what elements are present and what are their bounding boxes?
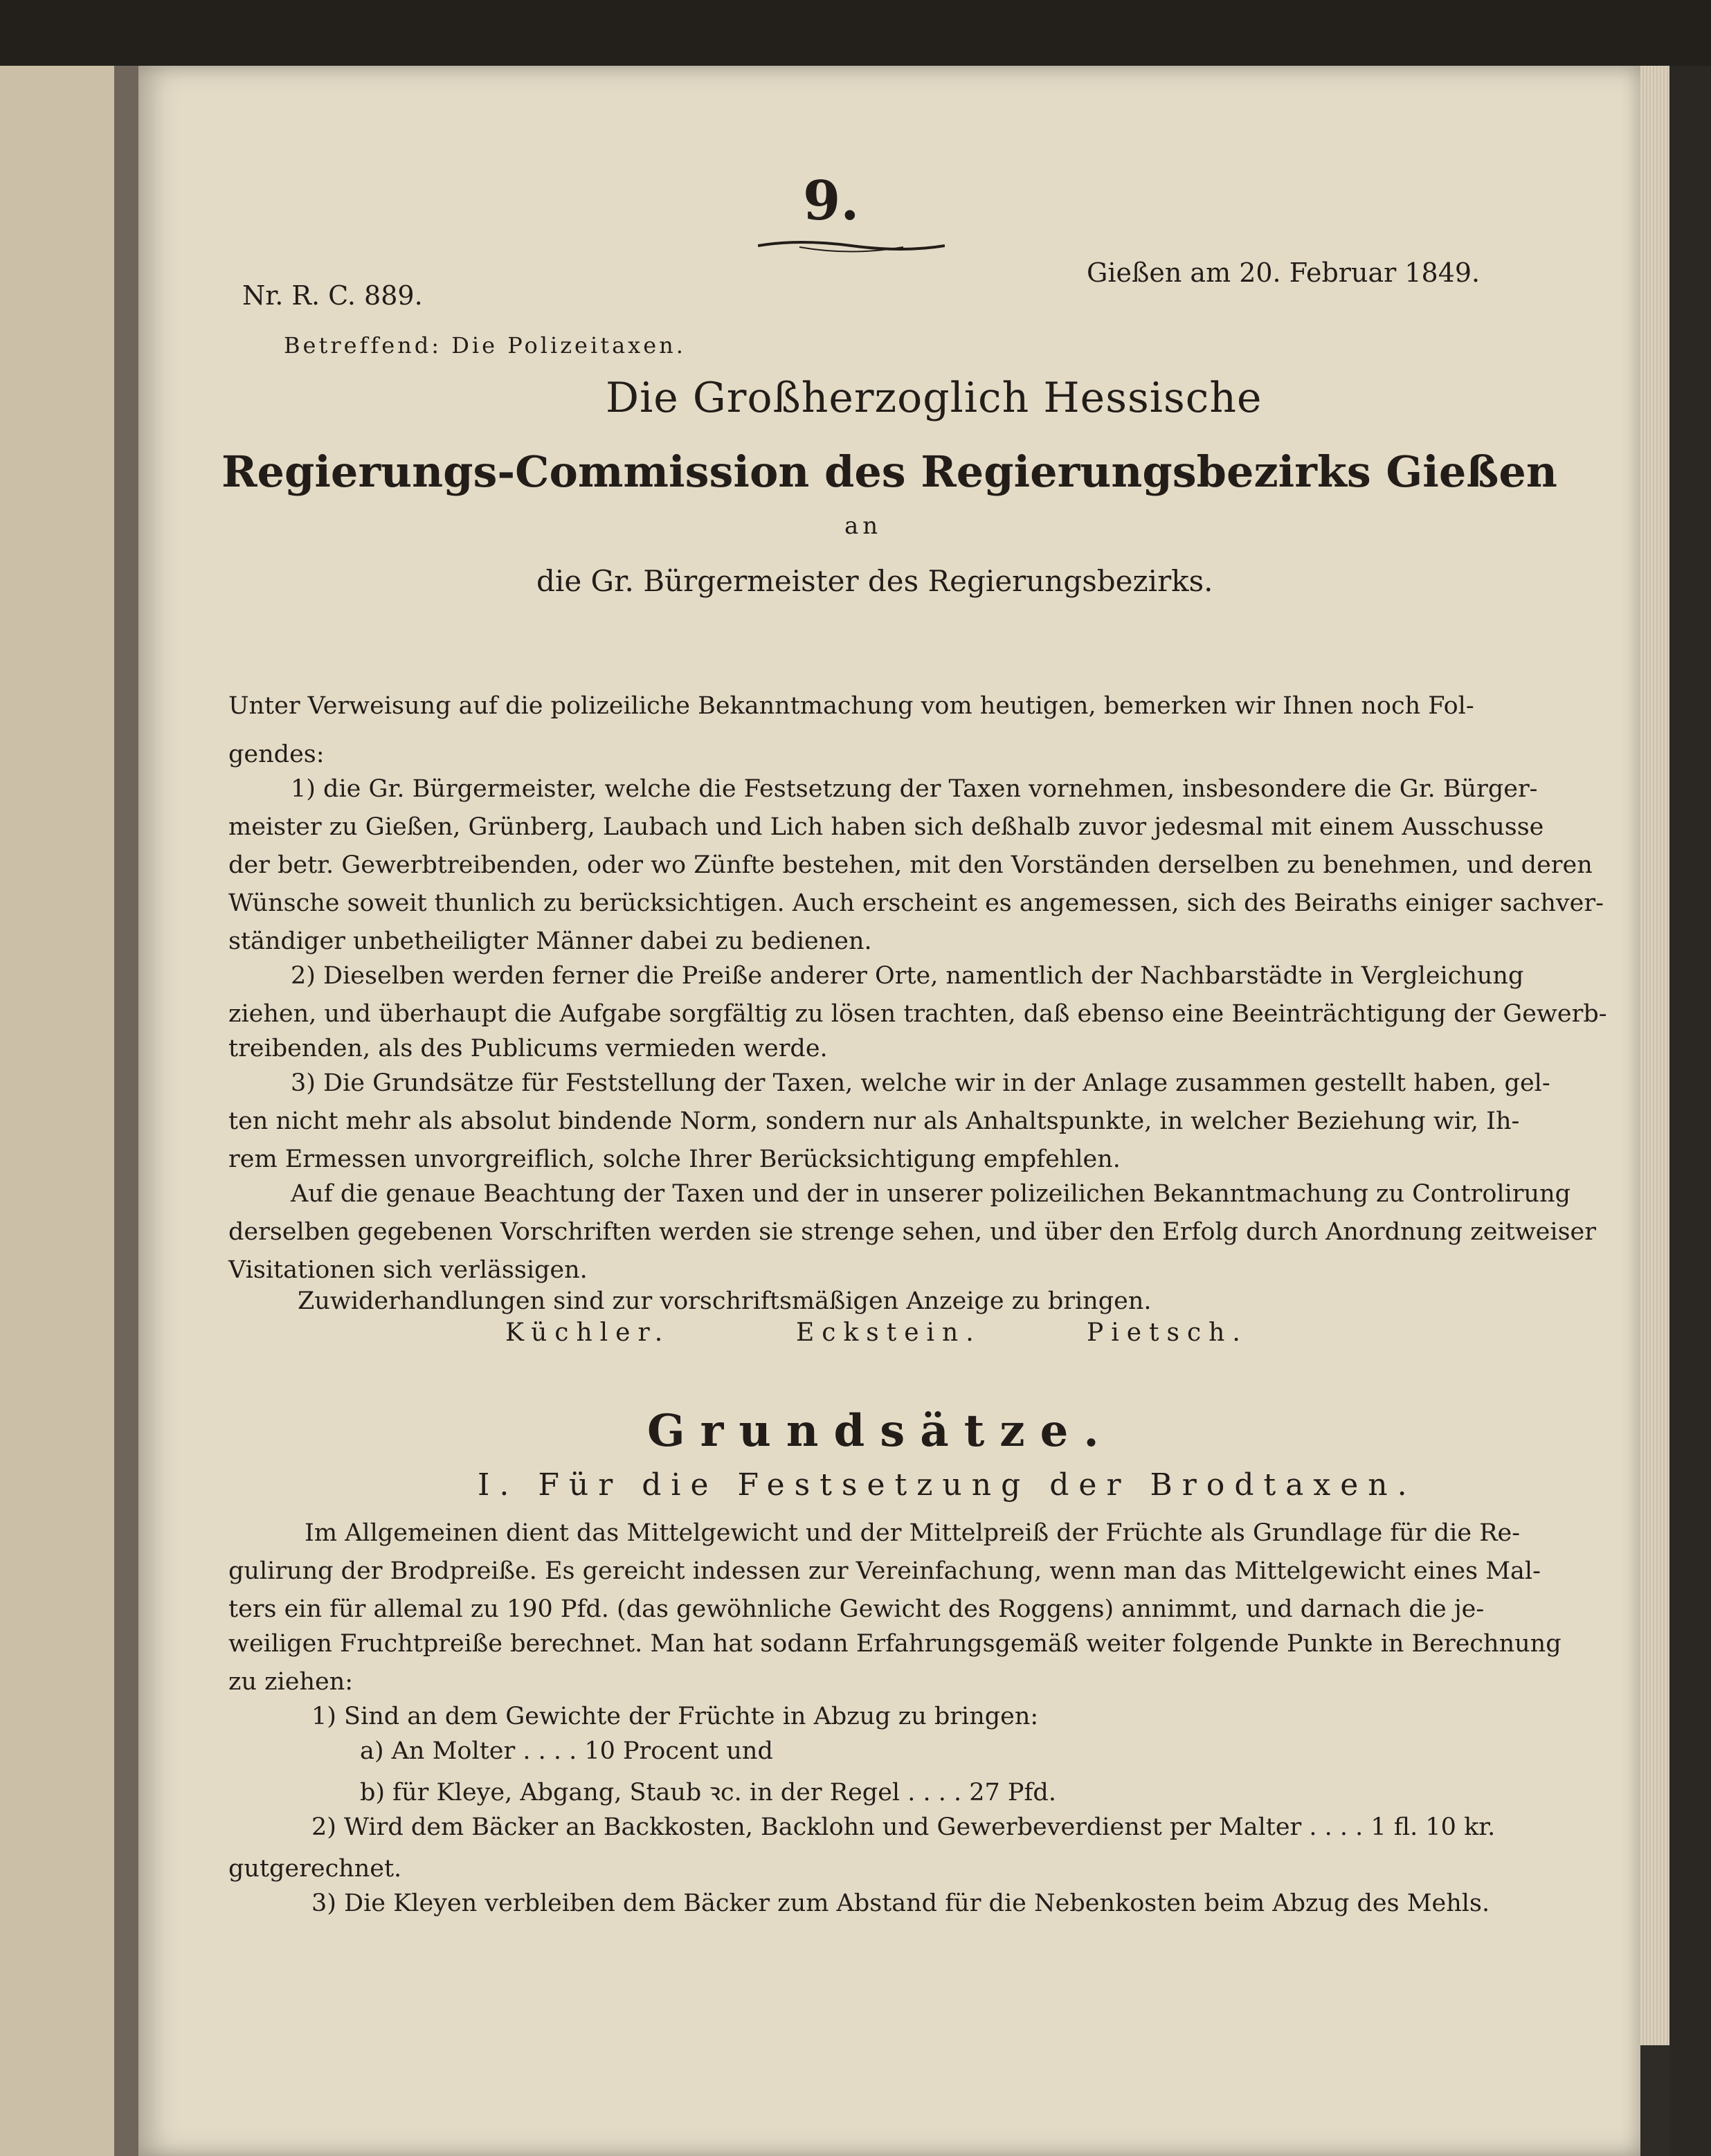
date-line: Gießen am 20. Februar 1849. xyxy=(1087,257,1481,288)
signature: Pietsch. xyxy=(1087,1319,1248,1347)
subject-line: Betreffend: Die Polizeitaxen. xyxy=(284,332,686,359)
section-line: ters ein für allemal zu 190 Pfd. (das gewöhnliche Gewicht des Roggens) annimmt, und darnach die je- xyxy=(228,1595,1485,1623)
body-line: ten nicht mehr als absolut bindende Norm, sondern nur als Anhaltspunkte, in welcher Beziehung wir, Ih- xyxy=(228,1107,1520,1135)
section-heading: Grundsätze. xyxy=(647,1405,1114,1457)
section-line: b) für Kleye, Abgang, Staub ꝛc. in der Regel . . . . 27 Pfd. xyxy=(360,1779,1056,1806)
body-line: derselben gegebenen Vorschriften werden sie strenge sehen, und über den Erfolg durch Anordnung zeitweiser xyxy=(228,1218,1596,1246)
section-line: a) An Molter . . . . 10 Procent und xyxy=(360,1737,773,1765)
section-line: Im Allgemeinen dient das Mittelgewicht und der Mittelpreiß der Früchte als Grundlage für die Re- xyxy=(305,1519,1521,1547)
section-line: zu ziehen: xyxy=(228,1668,354,1696)
ornament-rule xyxy=(758,235,945,256)
body-line: meister zu Gießen, Grünberg, Laubach und Lich haben sich deßhalb zuvor jedesmal mit einem Ausschusse xyxy=(228,813,1544,841)
body-line: der betr. Gewerbtreibenden, oder wo Zünfte bestehen, mit den Vorständen derselben zu benehmen, und deren xyxy=(228,851,1593,879)
page-number: 9. xyxy=(803,170,860,233)
section-subheading: I. Für die Festsetzung der Brodtaxen. xyxy=(478,1467,1417,1503)
section-line: 3) Die Kleyen verbleiben dem Bäcker zum Abstand für die Nebenkosten beim Abzug des Mehls. xyxy=(311,1890,1490,1917)
body-line: ständiger unbetheiligter Männer dabei zu bedienen. xyxy=(228,927,872,955)
body-line: Zuwiderhandlungen sind zur vorschriftsmäßigen Anzeige zu bringen. xyxy=(298,1287,1152,1315)
body-line: rem Ermessen unvorgreiflich, solche Ihrer Berücksichtigung empfehlen. xyxy=(228,1145,1121,1173)
address-an: an xyxy=(844,512,882,540)
signature: Küchler. xyxy=(505,1319,671,1347)
signature: Eckstein. xyxy=(796,1319,981,1347)
left-page-edge xyxy=(0,66,114,2156)
issuer-title: Die Großherzoglich Hessische xyxy=(606,374,1262,422)
page-edges xyxy=(1640,66,1669,2045)
body-line: 1) die Gr. Bürgermeister, welche die Festsetzung der Taxen vornehmen, insbesondere die Gr. Bürger- xyxy=(291,775,1538,803)
issuer-authority: Regierungs-Commission des Regierungsbezirks Gießen xyxy=(221,446,1557,497)
body-line: treibenden, als des Publicums vermieden werde. xyxy=(228,1035,828,1062)
body-line: 3) Die Grundsätze für Feststellung der Taxen, welche wir in der Anlage zusammen gestellt haben, gel- xyxy=(291,1069,1550,1097)
reference-number: Nr. R. C. 889. xyxy=(242,280,423,311)
section-line: 1) Sind an dem Gewichte der Früchte in Abzug zu bringen: xyxy=(311,1703,1039,1730)
section-line: gulirung der Brodpreiße. Es gereicht indessen zur Vereinfachung, wenn man das Mittelgewicht eines Mal- xyxy=(228,1557,1541,1585)
section-line: 2) Wird dem Bäcker an Backkosten, Backlohn und Gewerbeverdienst per Malter . . . . 1 fl. 10 kr. xyxy=(311,1813,1496,1841)
body-line: Wünsche soweit thunlich zu berücksichtigen. Auch erscheint es angemessen, sich des Beiraths einiger sachver- xyxy=(228,889,1604,917)
section-line: gutgerechnet. xyxy=(228,1855,402,1883)
gutter-shadow xyxy=(114,66,142,2156)
body-line: Unter Verweisung auf die polizeiliche Bekanntmachung vom heutigen, bemerken wir Ihnen noch Fol- xyxy=(228,692,1474,720)
section-line: weiligen Fruchtpreiße berechnet. Man hat sodann Erfahrungsgemäß weiter folgende Punkte in Berechnung xyxy=(228,1630,1561,1658)
book-cover-edge xyxy=(1669,66,1711,2156)
body-line: gendes: xyxy=(228,741,325,768)
body-line: ziehen, und überhaupt die Aufgabe sorgfältig zu lösen trachten, daß ebenso eine Beeinträchtigung der Gewerb- xyxy=(228,1000,1607,1028)
body-line: 2) Dieselben werden ferner die Preiße anderer Orte, namentlich der Nachbarstädte in Vergleichung xyxy=(291,962,1524,990)
body-line: Auf die genaue Beachtung der Taxen und der in unserer polizeilichen Bekanntmachung zu Controlirung xyxy=(291,1180,1571,1208)
background-top xyxy=(0,0,1711,66)
addressee: die Gr. Bürgermeister des Regierungsbezirks. xyxy=(536,564,1213,598)
body-line: Visitationen sich verlässigen. xyxy=(228,1256,588,1284)
